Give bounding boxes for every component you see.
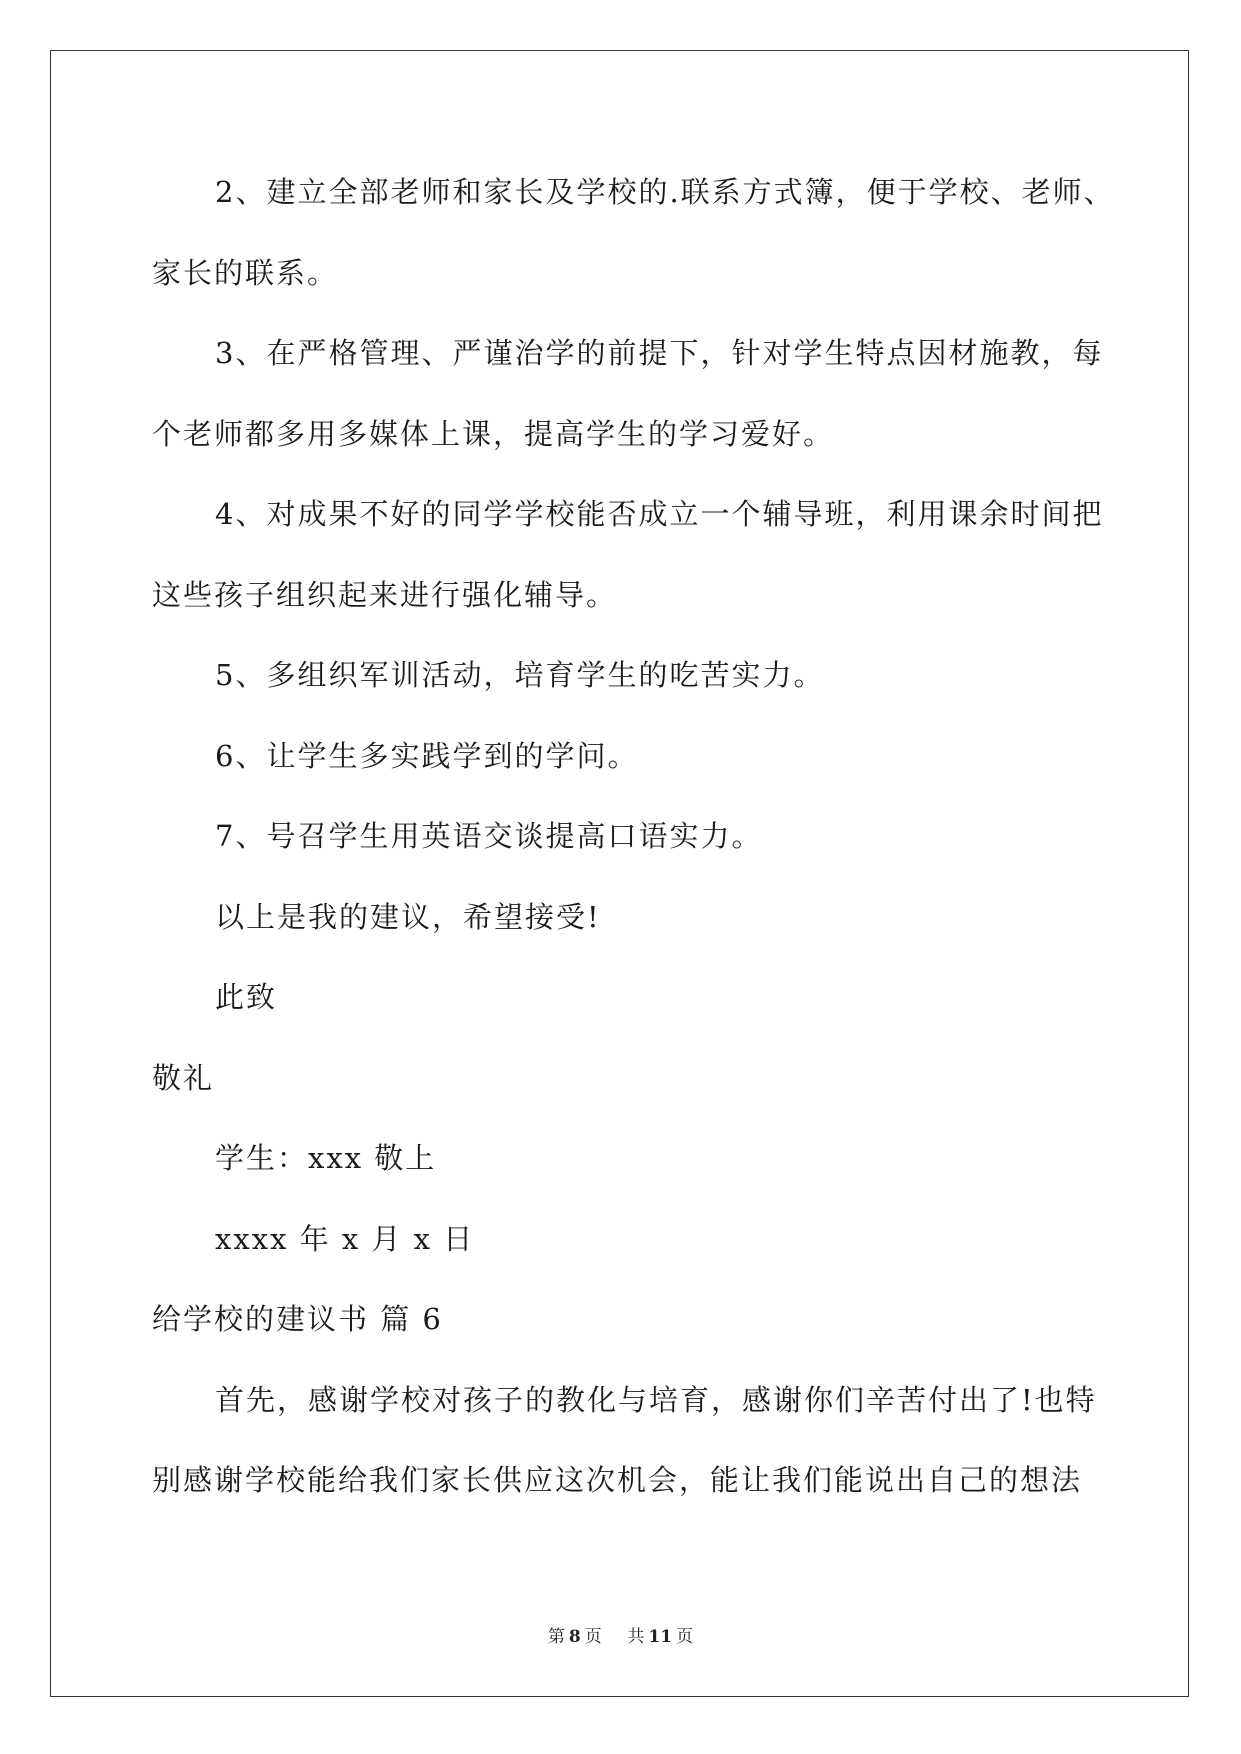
footer-total-prefix: 共 [627,1627,645,1647]
paragraph-line: 5、多组织军训活动，培育学生的吃苦实力。 [215,658,825,692]
paragraph-line: 首先，感谢学校对孩子的教化与培育，感谢你们辛苦付出了!也特 [215,1383,1097,1417]
paragraph-line: 7、号召学生用英语交谈提高口语实力。 [215,819,763,853]
section-heading: 给学校的建议书 篇 6 [152,1302,443,1336]
paragraph-line: 别感谢学校能给我们家长供应这次机会，能让我们能说出自己的想法 [152,1463,1083,1497]
date-line: xxxx 年 x 月 x 日 [215,1222,475,1256]
closing-regards: 敬礼 [152,1061,215,1095]
paragraph-line: 个老师都多用多媒体上课，提高学生的学习爱好。 [152,417,835,451]
paragraph-line: 这些孩子组织起来进行强化辅导。 [152,578,618,612]
paragraph-line: 4、对成果不好的同学学校能否成立一个辅导班，利用课余时间把 [215,497,1104,531]
paragraph-line: 以上是我的建议，希望接受! [215,900,601,934]
footer-page-suffix: 页 [584,1627,602,1647]
paragraph-line: 6、让学生多实践学到的学问。 [215,739,639,773]
page-border [50,50,1189,1697]
footer-total-suffix: 页 [676,1627,694,1647]
footer-total-pages: 11 [648,1627,673,1647]
footer-prefix: 第 [547,1627,565,1647]
signature: 学生：xxx 敬上 [215,1141,437,1175]
footer-page-number: 8 [568,1627,581,1647]
paragraph-line: 3、在严格管理、严谨治学的前提下，针对学生特点因材施教，每 [215,336,1104,370]
paragraph-line: 2、建立全部老师和家长及学校的.联系方式簿，便于学校、老师、 [215,175,1115,209]
closing-salutation: 此致 [215,980,278,1014]
page-footer [0,1622,1241,1647]
paragraph-line: 家长的联系。 [152,256,339,290]
